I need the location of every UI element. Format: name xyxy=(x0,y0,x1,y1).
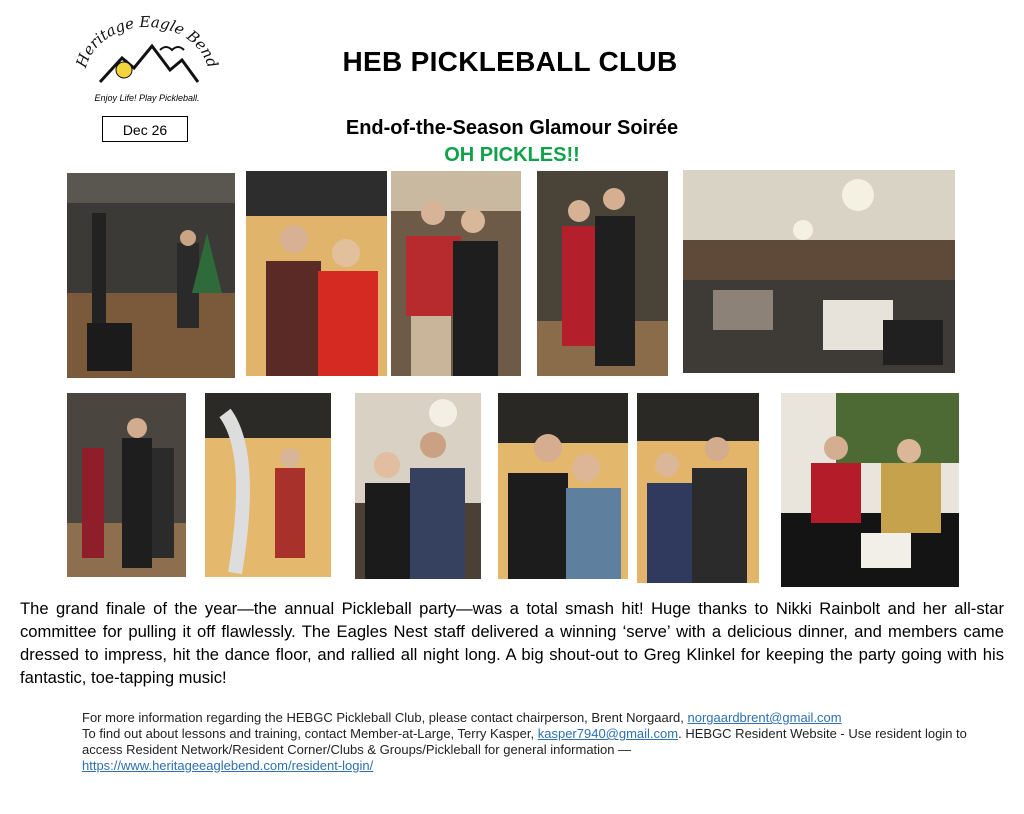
footer-line2-rest: . HEBGC Resident Website - Use resident login to access Resident Network/Resident Corner/Clubs & Groups/Pickleball for general information — xyxy=(82,726,967,757)
event-description: The grand finale of the year—the annual Pickleball party—was a total smash hit! Huge thanks to Nikki Rainbolt and her all-star committee for pulling it off flawlessly. The Eagles Nest staff delivered a winning ‘serve’ with a delicious dinner, and members came dressed to impress, hit the dance floor, and rallied all night long. A big shout-out to Greg Klinkel for keeping the party going with his fantastic, toe-tapping music! xyxy=(20,599,1004,687)
photo-couple-vest xyxy=(637,393,759,583)
event-title: End-of-the-Season Glamour Soirée xyxy=(345,117,679,139)
page-title: HEB PICKLEBALL CLUB xyxy=(342,46,678,77)
photo-couple-ballroom xyxy=(537,171,668,376)
chairperson-email-link[interactable]: norgaardbrent@gmail.com xyxy=(687,710,842,725)
photo-couple-chandelier xyxy=(355,393,481,579)
photo-banquet-hall xyxy=(683,170,955,373)
logo-tagline: Enjoy Life! Play Pickleball. xyxy=(94,93,200,103)
event-subtitle: OH PICKLES!! xyxy=(444,144,580,166)
logo-arc-text: Heritage Eagle Bend xyxy=(72,12,222,70)
footer-line1: For more information regarding the HEBGC Pickleball Club, please contact chairperson, Brent Norgaard, xyxy=(82,710,688,725)
photo-couple-bowtie xyxy=(498,393,628,579)
contact-footer xyxy=(82,710,982,774)
member-at-large-email-link[interactable]: kasper7940@gmail.com xyxy=(537,726,679,741)
photo-couple-dancing xyxy=(391,171,521,376)
resident-login-link[interactable]: https://www.heritageeaglebend.com/resident-login/ xyxy=(82,758,374,773)
photo-registration-table xyxy=(781,393,959,587)
photo-dance-floor xyxy=(67,393,186,577)
photo-couple-red-sweater xyxy=(246,171,387,376)
photo-feather-decor xyxy=(205,393,331,577)
date-badge: Dec 26 xyxy=(102,116,188,142)
photo-dj-music xyxy=(67,173,235,378)
footer-line2: To find out about lessons and training, contact Member-at-Large, Terry Kasper, xyxy=(82,726,538,741)
